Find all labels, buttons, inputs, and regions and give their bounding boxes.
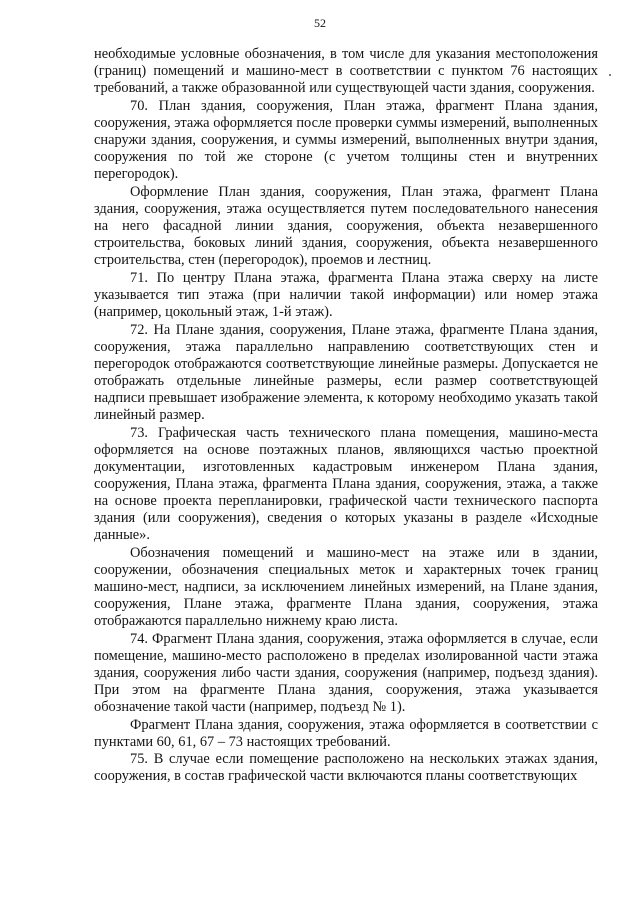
paragraph-74: 74. Фрагмент Плана здания, сооружения, этажа оформляется в случае, если помещение, машино-место расположено в пределах изолированной части этажа здания, сооружения либо части здания, сооружения (например, подъезд здания). При этом на фрагменте Плана здания, сооружения, этажа указывается обозначение такой части (например, подъезд № 1). [94, 630, 598, 716]
paragraph-70-design: Оформление План здания, сооружения, План этажа, фрагмент Плана здания, сооружения, этажа осуществляется путем последовательного нанесения на него фасадной линии здания, сооружения, объекта незавершенного строительства, боковых линий здания, сооружения, объекта незавершенного строительства, стен (перегородок), проемов и лестниц. [94, 183, 598, 269]
paragraph-73-designations: Обозначения помещений и машино-мест на этаже или в здании, сооружении, обозначения специальных меток и характерных точек границ машино-мест, надписи, за исключением линейных измерений, на Плане здания, сооружения, Плане этажа, фрагменте Плана здания, сооружения, этажа отображаются параллельно нижнему краю листа. [94, 544, 598, 630]
paragraph-continuation: необходимые условные обозначения, в том числе для указания местоположения (границ) помещений и машино-мест в соответствии с пунктом 76 настоящих требований, а также образованной или существующей части здания, сооружения. [94, 46, 598, 97]
paragraph-72: 72. На Плане здания, сооружения, Плане этажа, фрагменте Плана здания, сооружения, этажа параллельно направлению соответствующих стен и перегородок отображаются соответствующие линейные размеры. Допускается не отображать отдельные линейные размеры, если размер соответствующей надписи превышает изображение элемента, к которому необходимо указать такой линейный размер. [94, 321, 598, 423]
paragraph-75: 75. В случае если помещение расположено на нескольких этажах здания, сооружения, в состав графической части включаются планы соответствующих [94, 751, 598, 785]
document-body [94, 46, 598, 786]
paragraph-70: 70. План здания, сооружения, План этажа, фрагмент Плана здания, сооружения, этажа оформляется после проверки суммы измерений, выполненных снаружи здания, сооружения, и суммы измерений, выполненных внутри здания, сооружения по той же стороне (с учетом толщины стен и внутренних перегородок). [94, 97, 598, 183]
paragraph-74-fragment: Фрагмент Плана здания, сооружения, этажа оформляется в соответствии с пунктами 60, 61, 67 – 73 настоящих требований. [94, 716, 598, 750]
scan-speck [609, 74, 611, 76]
page-number: 52 [314, 16, 326, 30]
paragraph-71: 71. По центру Плана этажа, фрагмента Плана этажа сверху на листе указывается тип этажа (при наличии такой информации) или номер этажа (например, цокольный этаж, 1-й этаж). [94, 269, 598, 320]
paragraph-73: 73. Графическая часть технического плана помещения, машино-места оформляется на основе поэтажных планов, являющихся частью проектной документации, изготовленных кадастровым инженером Плана здания, сооружения, Плана этажа, фрагмента Плана здания, сооружения, этажа, а также на основе проекта перепланировки, графической части технического паспорта здания (или сооружения), сведения о которых указаны в разделе «Исходные данные». [94, 424, 598, 544]
